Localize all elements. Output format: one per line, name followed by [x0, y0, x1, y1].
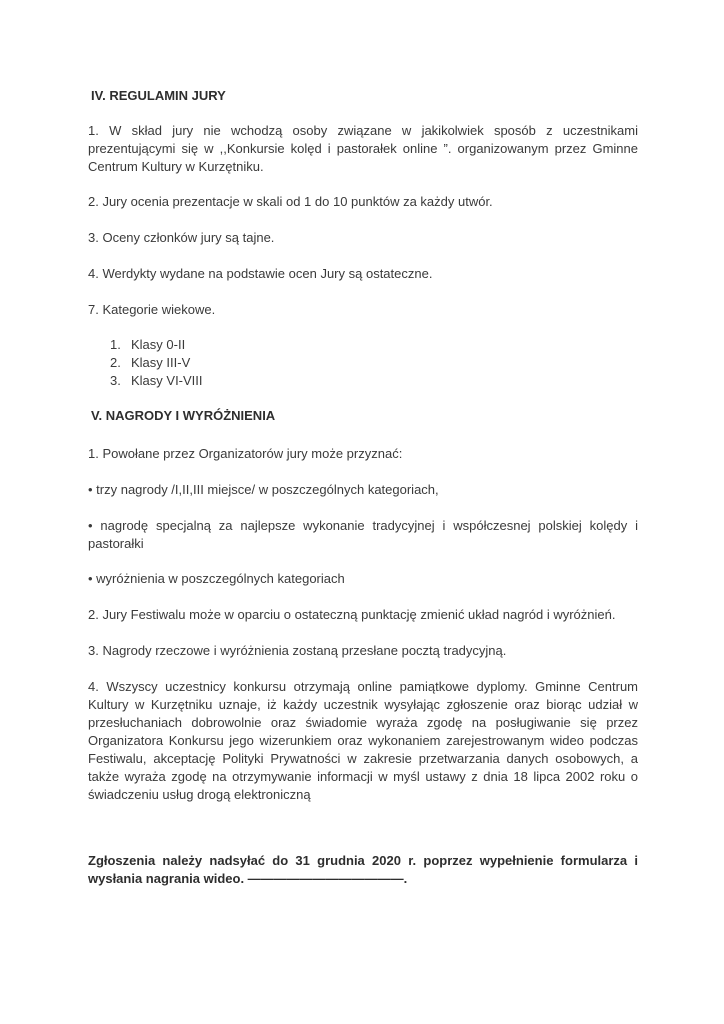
jury-rule-7: 7. Kategorie wiekowe. — [88, 302, 216, 317]
list-item-label: Klasy VI-VIII — [131, 373, 203, 388]
list-item-label: Klasy III-V — [131, 355, 191, 370]
awards-bullet-prizes: • trzy nagrody /I,II,III miejsce/ w poszczególnych kategoriach, — [88, 482, 439, 497]
awards-rule-1: 1. Powołane przez Organizatorów jury może przyznać: — [88, 446, 403, 461]
list-item — [110, 372, 203, 390]
submission-deadline-note: Zgłoszenia należy nadsyłać do 31 grudnia 2020 r. poprzez wypełnienie formularza i wysłania nagrania wideo. ————————————. — [88, 853, 638, 886]
jury-rule-2: 2. Jury ocenia prezentacje w skali od 1 do 10 punktów za każdy utwór. — [88, 194, 493, 209]
jury-rule-4: 4. Werdykty wydane na podstawie ocen Jury są ostateczne. — [88, 266, 433, 281]
list-item — [110, 336, 203, 354]
list-item-number: 3. — [110, 373, 121, 388]
awards-bullet-distinctions: • wyróżnienia w poszczególnych kategoriach — [88, 571, 345, 586]
age-categories-list — [110, 336, 203, 390]
list-item-number: 1. — [110, 337, 121, 352]
jury-rule-3: 3. Oceny członków jury są tajne. — [88, 230, 275, 245]
awards-rule-4: 4. Wszyscy uczestnicy konkursu otrzymają online pamiątkowe dyplomy. Gminne Centrum Kultury w Kurzętniku uznaje, iż każdy uczestnik wysyłając zgłoszenie oraz biorąc udział w przesłuchaniach dobrowolnie oraz świadomie wyraża zgodę na posługiwanie się przez Organizatora Konkursu jego wizerunkiem oraz wykonaniem zarejestrowanym wideo podczas Festiwalu, akceptację Polityki Prywatności w zakresie przetwarzania danych osobowych, a także wyraża zgodę na otrzymywanie informacji w myśl ustawy z dnia 18 lipca 2002 roku o świadczeniu usług drogą elektroniczną — [88, 679, 638, 802]
section-heading-jury: IV. REGULAMIN JURY — [91, 88, 226, 103]
awards-rule-2: 2. Jury Festiwalu może w oparciu o ostateczną punktację zmienić układ nagród i wyróżnień. — [88, 607, 616, 622]
jury-rule-1: 1. W skład jury nie wchodzą osoby związane w jakikolwiek sposób z uczestnikami prezentującymi się w ,,Konkursie kolęd i pastorałek online ”. organizowanym przez Gminne Centrum Kultury w Kurzętniku. — [88, 123, 638, 174]
list-item-number: 2. — [110, 355, 121, 370]
section-heading-awards: V. NAGRODY I WYRÓŻNIENIA — [91, 408, 276, 423]
awards-bullet-special: • nagrodę specjalną za najlepsze wykonanie tradycyjnej i współczesnej polskiej kolędy i pastorałki — [88, 518, 638, 551]
list-item-label: Klasy 0-II — [131, 337, 186, 352]
list-item — [110, 354, 203, 372]
awards-rule-3: 3. Nagrody rzeczowe i wyróżnienia zostaną przesłane pocztą tradycyjną. — [88, 643, 507, 658]
document-page — [88, 0, 638, 1024]
